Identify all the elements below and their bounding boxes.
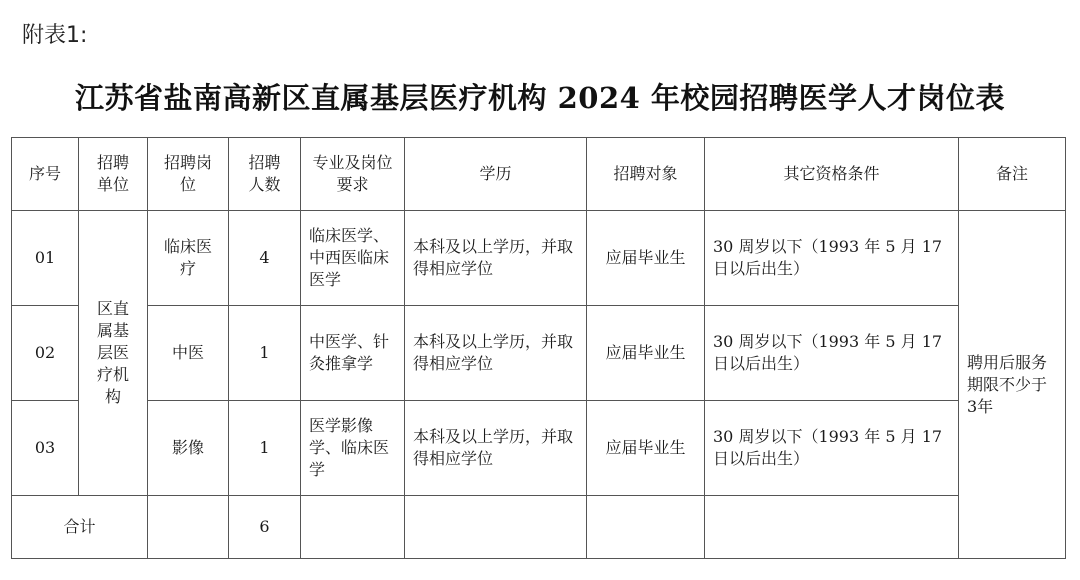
header-seq: 序号 — [12, 138, 79, 211]
row-other: 30 周岁以下（1993 年 5 月 17 日以后出生） — [705, 401, 959, 496]
empty-cell — [587, 496, 705, 559]
row-target: 应届毕业生 — [587, 211, 705, 306]
header-target: 招聘对象 — [587, 138, 705, 211]
row-target: 应届毕业生 — [587, 401, 705, 496]
header-major: 专业及岗位要求 — [301, 138, 405, 211]
row-major: 中医学、针灸推拿学 — [301, 306, 405, 401]
row-count: 4 — [229, 211, 301, 306]
empty-cell — [405, 496, 587, 559]
row-major: 医学影像学、临床医学 — [301, 401, 405, 496]
recruitment-table — [11, 137, 1066, 559]
empty-cell — [301, 496, 405, 559]
row-other: 30 周岁以下（1993 年 5 月 17 日以后出生） — [705, 211, 959, 306]
row-seq: 02 — [12, 306, 79, 401]
header-other: 其它资格条件 — [705, 138, 959, 211]
row-post: 影像 — [148, 401, 229, 496]
unit-cell: 区直属基层医疗机构 — [79, 211, 148, 496]
row-major: 临床医学、中西医临床医学 — [301, 211, 405, 306]
row-target: 应届毕业生 — [587, 306, 705, 401]
row-seq: 03 — [12, 401, 79, 496]
total-row — [12, 496, 1066, 559]
table-row — [12, 401, 1066, 496]
row-seq: 01 — [12, 211, 79, 306]
header-unit: 招聘单位 — [79, 138, 148, 211]
total-label: 合计 — [12, 496, 148, 559]
header-education: 学历 — [405, 138, 587, 211]
table-row — [12, 306, 1066, 401]
page-title: 江苏省盐南高新区直属基层医疗机构 2024 年校园招聘医学人才岗位表 — [75, 81, 1005, 115]
row-post: 临床医疗 — [148, 211, 229, 306]
row-education: 本科及以上学历，并取得相应学位 — [405, 401, 587, 496]
row-education: 本科及以上学历，并取得相应学位 — [405, 211, 587, 306]
note-cell: 聘用后服务期限不少于3年 — [959, 211, 1066, 559]
empty-cell — [705, 496, 959, 559]
header-row — [12, 138, 1066, 211]
header-count: 招聘人数 — [229, 138, 301, 211]
row-education: 本科及以上学历，并取得相应学位 — [405, 306, 587, 401]
table-row — [12, 211, 1066, 306]
empty-cell — [148, 496, 229, 559]
row-count: 1 — [229, 401, 301, 496]
row-other: 30 周岁以下（1993 年 5 月 17 日以后出生） — [705, 306, 959, 401]
total-count: 6 — [229, 496, 301, 559]
row-count: 1 — [229, 306, 301, 401]
header-post: 招聘岗位 — [148, 138, 229, 211]
header-note: 备注 — [959, 138, 1066, 211]
row-post: 中医 — [148, 306, 229, 401]
annex-label: 附表1: — [22, 23, 88, 48]
